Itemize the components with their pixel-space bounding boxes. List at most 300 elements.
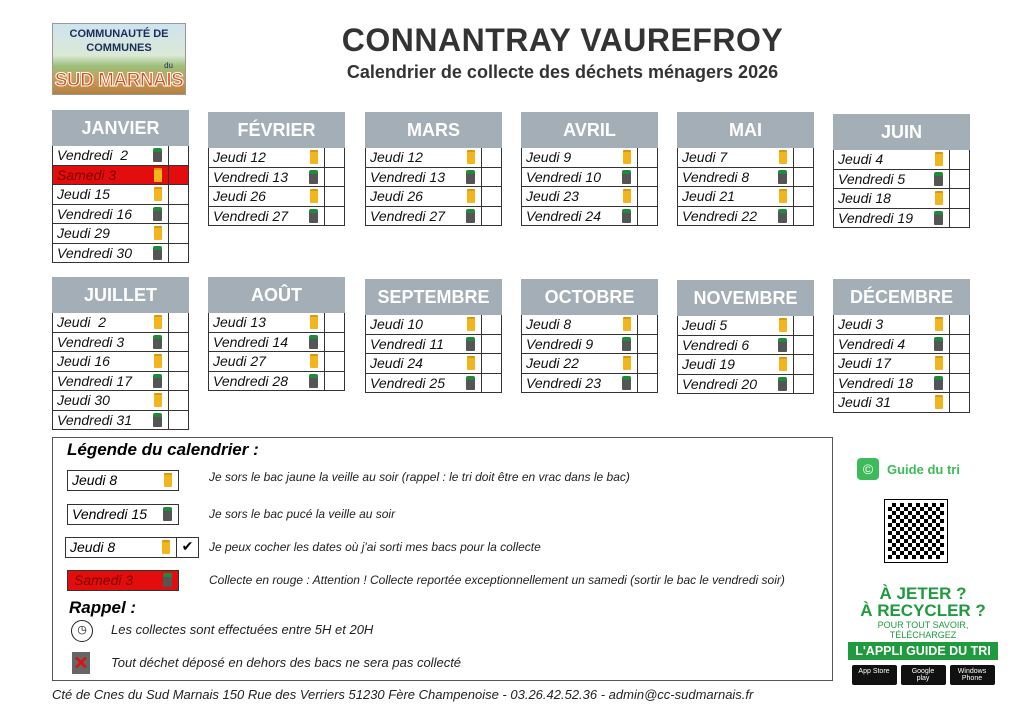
month-août <box>208 277 345 391</box>
checkbox[interactable] <box>949 150 969 169</box>
yellow-bin-icon <box>935 152 943 166</box>
checkbox[interactable] <box>324 187 344 206</box>
month-janvier <box>52 110 189 263</box>
checkbox[interactable] <box>793 168 813 187</box>
collection-date <box>678 316 793 335</box>
collection-row <box>521 187 658 207</box>
green-bin-icon <box>622 209 631 223</box>
collection-row <box>521 374 658 394</box>
month-février <box>208 112 345 226</box>
collection-row <box>521 148 658 168</box>
collection-row <box>208 313 345 333</box>
collection-row <box>52 244 189 264</box>
checkbox[interactable] <box>949 209 969 228</box>
yellow-bin-icon <box>154 226 162 240</box>
green-bin-icon <box>309 335 318 349</box>
green-bin-icon <box>622 376 631 390</box>
green-bin-icon <box>934 172 943 186</box>
collection-row <box>52 185 189 205</box>
month-header: JANVIER <box>52 110 189 146</box>
month-mai <box>677 112 814 226</box>
collection-date <box>522 374 637 393</box>
checkbox[interactable] <box>324 148 344 167</box>
collection-date <box>53 146 168 165</box>
checkbox[interactable] <box>793 375 813 394</box>
date-label: Jeudi 8 <box>526 316 572 332</box>
green-bin-icon <box>778 377 787 391</box>
rappel-text: Les collectes sont effectuées entre 5H et 20H <box>111 622 374 637</box>
green-bin-icon <box>153 246 162 260</box>
date-label: Jeudi 30 <box>57 392 110 408</box>
checkbox[interactable] <box>949 354 969 373</box>
month-header: FÉVRIER <box>208 112 345 148</box>
guide-label: Guide du tri <box>887 461 960 477</box>
yellow-bin-icon <box>467 150 475 164</box>
month-avril <box>521 112 658 226</box>
collection-date <box>522 335 637 354</box>
collection-row <box>677 207 814 227</box>
collection-date <box>522 187 637 206</box>
month-header: MARS <box>365 112 502 148</box>
date-label: Jeudi 12 <box>213 149 266 165</box>
date-label: Vendredi 23 <box>526 374 601 391</box>
date-label: Vendredi 16 <box>57 205 132 222</box>
collection-date <box>53 411 168 430</box>
collection-row <box>208 148 345 168</box>
legend-box-red <box>67 570 179 591</box>
date-label: Jeudi 31 <box>838 394 891 410</box>
date-label: Jeudi 12 <box>370 149 423 165</box>
date-label: Vendredi 20 <box>682 375 757 392</box>
checkbox[interactable] <box>793 207 813 226</box>
date-label: Jeudi 22 <box>526 355 579 371</box>
collection-date <box>834 335 949 354</box>
yellow-bin-icon <box>310 189 318 203</box>
date-label: Jeudi 27 <box>213 353 266 369</box>
yellow-bin-icon <box>779 357 787 371</box>
date-label: Jeudi 18 <box>838 190 891 206</box>
checkbox[interactable] <box>324 333 344 352</box>
yellow-bin-icon <box>467 356 475 370</box>
collection-date <box>834 209 949 228</box>
green-bin-icon <box>778 338 787 352</box>
collection-row <box>52 224 189 244</box>
collection-date <box>834 393 949 412</box>
date-label: Jeudi 5 <box>682 317 728 333</box>
collection-date <box>53 333 168 352</box>
footer: Cté de Cnes du Sud Marnais 150 Rue des Verriers 51230 Fère Champenoise - 03.26.42.52.36 - admin@cc-sudmarnais.fr <box>52 687 754 702</box>
date-label: Jeudi 24 <box>370 355 423 371</box>
collection-row <box>52 352 189 372</box>
collection-row <box>833 170 970 190</box>
checkbox[interactable] <box>481 315 501 334</box>
yellow-bin-icon <box>467 189 475 203</box>
logo-du: du <box>164 61 173 70</box>
date-label: Vendredi 18 <box>838 374 913 391</box>
checkbox[interactable] <box>324 372 344 391</box>
yellow-bin-icon <box>310 150 318 164</box>
google-play-badge[interactable]: Google play <box>901 665 946 685</box>
checkbox[interactable] <box>168 224 188 243</box>
collection-row <box>208 372 345 392</box>
yellow-bin-icon <box>935 395 943 409</box>
rappel-text: Tout déchet déposé en dehors des bacs ne sera pas collecté <box>111 655 462 670</box>
checkbox[interactable] <box>637 354 657 373</box>
checkbox[interactable] <box>324 207 344 226</box>
green-bin-icon <box>309 374 318 388</box>
collection-row <box>833 150 970 170</box>
month-header: AOÛT <box>208 277 345 313</box>
green-bin-icon <box>466 170 475 184</box>
green-bin-icon <box>466 337 475 351</box>
yellow-bin-icon <box>310 315 318 329</box>
date-label: Jeudi 19 <box>682 356 735 372</box>
collection-date <box>209 187 324 206</box>
collection-date <box>366 207 481 226</box>
month-novembre <box>677 280 814 394</box>
date-label: Jeudi 23 <box>526 188 579 204</box>
collection-row <box>208 187 345 207</box>
checkbox[interactable] <box>168 333 188 352</box>
date-label: Vendredi 9 <box>526 335 594 352</box>
yellow-bin-icon <box>154 315 162 329</box>
month-décembre <box>833 279 970 413</box>
collection-row <box>833 393 970 413</box>
collection-row <box>521 207 658 227</box>
date-label: Vendredi 27 <box>213 207 288 224</box>
checkbox[interactable] <box>324 313 344 332</box>
collection-row <box>833 315 970 335</box>
green-bin-icon <box>622 170 631 184</box>
collection-row <box>677 375 814 395</box>
yellow-bin-icon <box>623 150 631 164</box>
collection-row <box>365 374 502 394</box>
logo-line2: COMMUNES <box>86 42 152 54</box>
checkbox[interactable] <box>168 244 188 263</box>
legend-box-label: Vendredi 15 <box>72 506 147 522</box>
collection-row <box>833 209 970 229</box>
checkbox[interactable] <box>168 166 188 185</box>
yellow-bin-icon <box>162 540 170 554</box>
green-bin-icon <box>778 170 787 184</box>
yellow-bin-icon <box>779 318 787 332</box>
checkbox[interactable] <box>637 374 657 393</box>
date-label: Vendredi 19 <box>838 209 913 226</box>
no-dumping-icon: ✕ <box>73 653 89 673</box>
date-label: Jeudi 2 <box>57 314 107 330</box>
date-label: Vendredi 25 <box>370 374 445 391</box>
date-label: Vendredi 11 <box>370 335 444 352</box>
checkbox[interactable] <box>637 148 657 167</box>
collection-row <box>833 189 970 209</box>
month-header: MAI <box>677 112 814 148</box>
windows-phone-badge[interactable]: Windows Phone <box>950 665 995 685</box>
checkbox[interactable] <box>168 205 188 224</box>
yellow-bin-icon <box>623 317 631 331</box>
date-label: Vendredi 28 <box>213 372 288 389</box>
collection-date <box>522 315 637 334</box>
collection-date <box>53 185 168 204</box>
checkbox[interactable] <box>324 168 344 187</box>
collection-row <box>52 372 189 392</box>
green-bin-icon <box>934 376 943 390</box>
collection-date <box>366 335 481 354</box>
date-label: Vendredi 24 <box>526 207 601 224</box>
checkbox[interactable] <box>949 315 969 334</box>
checkbox[interactable] <box>949 189 969 208</box>
yellow-bin-icon <box>154 354 162 368</box>
collection-row <box>677 148 814 168</box>
collection-date <box>834 354 949 373</box>
legend-text: Collecte en rouge : Attention ! Collecte reportée exceptionnellement un samedi (sortir le bac le vendredi soir) <box>209 573 785 587</box>
date-label: Vendredi 2 <box>57 147 129 163</box>
checkbox[interactable] <box>168 411 188 430</box>
date-label: Vendredi 30 <box>57 244 132 261</box>
collection-date <box>209 352 324 371</box>
checkbox[interactable] <box>793 148 813 167</box>
checkbox[interactable] <box>637 335 657 354</box>
green-bin-icon <box>163 573 172 587</box>
green-bin-icon <box>153 374 162 388</box>
collection-date <box>678 336 793 355</box>
qr-code[interactable] <box>885 500 947 562</box>
green-bin-icon <box>466 376 475 390</box>
logo-line1: COMMUNAUTÉ DE <box>69 28 169 40</box>
checkbox[interactable] <box>168 352 188 371</box>
yellow-bin-icon <box>310 354 318 368</box>
date-label: Jeudi 4 <box>838 151 884 167</box>
green-bin-icon <box>934 337 943 351</box>
date-label: Vendredi 3 <box>57 333 125 350</box>
collection-row <box>52 205 189 225</box>
month-header: NOVEMBRE <box>677 280 814 316</box>
collection-date <box>834 189 949 208</box>
date-label: Jeudi 29 <box>57 225 110 241</box>
date-label: Jeudi 3 <box>838 316 884 332</box>
collection-date <box>366 374 481 393</box>
legend-title: Légende du calendrier : <box>67 440 259 459</box>
collection-row <box>521 168 658 188</box>
collection-date <box>678 187 793 206</box>
date-label: Vendredi 8 <box>682 168 750 185</box>
page-title: CONNANTRAY VAUREFROY <box>341 22 784 58</box>
collection-row <box>833 374 970 394</box>
collection-date <box>366 148 481 167</box>
checkbox[interactable] <box>949 374 969 393</box>
collection-row <box>677 187 814 207</box>
collection-date <box>678 355 793 374</box>
checkbox[interactable] <box>481 148 501 167</box>
month-mars <box>365 112 502 226</box>
collection-row <box>365 354 502 374</box>
month-octobre <box>521 279 658 393</box>
guide-du-tri[interactable] <box>857 458 960 480</box>
green-bin-icon <box>153 413 162 427</box>
checkbox[interactable] <box>481 335 501 354</box>
green-bin-icon <box>309 170 318 184</box>
collection-row <box>521 335 658 355</box>
yellow-bin-icon <box>164 473 172 487</box>
collection-date <box>53 391 168 410</box>
checkbox[interactable] <box>481 187 501 206</box>
month-juillet <box>52 277 189 430</box>
date-label: Jeudi 26 <box>213 188 266 204</box>
checkbox[interactable] <box>949 393 969 412</box>
collection-row <box>208 168 345 188</box>
date-label: Vendredi 6 <box>682 336 750 353</box>
collection-date <box>834 374 949 393</box>
date-label: Jeudi 26 <box>370 188 423 204</box>
green-bin-icon <box>309 209 318 223</box>
green-bin-icon <box>153 148 162 162</box>
date-label: Jeudi 17 <box>838 355 891 371</box>
date-label: Vendredi 14 <box>213 333 288 350</box>
date-label: Vendredi 13 <box>370 168 445 185</box>
green-bin-icon <box>934 211 943 225</box>
date-label: Vendredi 31 <box>57 411 132 428</box>
date-label: Vendredi 17 <box>57 372 132 389</box>
legend-box-label: Jeudi 8 <box>72 472 118 488</box>
date-label: Vendredi 27 <box>370 207 445 224</box>
legend-box-yellow <box>67 470 179 491</box>
collection-row <box>208 352 345 372</box>
promo-line2: À RECYCLER ? <box>860 601 986 620</box>
collection-date <box>366 315 481 334</box>
legend <box>52 437 833 681</box>
collection-row <box>677 168 814 188</box>
app-store-badge[interactable]: App Store <box>852 665 897 685</box>
green-bin-icon <box>153 335 162 349</box>
check-icon[interactable]: ✔ <box>176 537 198 558</box>
collection-date <box>678 148 793 167</box>
yellow-bin-icon <box>779 189 787 203</box>
checkbox[interactable] <box>481 354 501 373</box>
collection-row <box>677 355 814 375</box>
collection-row <box>52 411 189 431</box>
checkbox[interactable] <box>168 391 188 410</box>
date-label: Jeudi 9 <box>526 149 572 165</box>
legend-box-label: Samedi 3 <box>74 572 134 588</box>
checkbox[interactable] <box>168 185 188 204</box>
checkbox[interactable] <box>637 315 657 334</box>
date-label: Jeudi 15 <box>57 186 110 202</box>
month-header: SEPTEMBRE <box>365 279 502 315</box>
collection-row <box>365 187 502 207</box>
checkbox[interactable] <box>168 146 188 165</box>
checkbox[interactable] <box>168 313 188 332</box>
date-label: Vendredi 13 <box>213 168 288 185</box>
collection-date <box>209 333 324 352</box>
date-label: Jeudi 13 <box>213 314 266 330</box>
green-bin-icon <box>466 209 475 223</box>
checkbox[interactable] <box>637 187 657 206</box>
collection-row <box>677 316 814 336</box>
green-bin-icon <box>622 337 631 351</box>
collection-row <box>208 207 345 227</box>
month-header: DÉCEMBRE <box>833 279 970 315</box>
month-header: OCTOBRE <box>521 279 658 315</box>
collection-date <box>678 168 793 187</box>
checkbox[interactable] <box>481 374 501 393</box>
checkbox[interactable] <box>168 372 188 391</box>
green-bin-icon <box>153 207 162 221</box>
collection-date <box>834 150 949 169</box>
month-juin <box>833 114 970 228</box>
collection-row <box>52 391 189 411</box>
yellow-bin-icon <box>467 317 475 331</box>
yellow-bin-icon <box>154 187 162 201</box>
yellow-bin-icon <box>623 189 631 203</box>
legend-box-green <box>67 504 179 525</box>
collection-date <box>678 375 793 394</box>
date-label: Vendredi 4 <box>838 335 906 352</box>
collection-date <box>366 354 481 373</box>
guide-logo-icon: © <box>857 458 879 480</box>
yellow-bin-icon <box>623 356 631 370</box>
collection-row <box>833 335 970 355</box>
collection-date <box>522 148 637 167</box>
collection-date <box>209 168 324 187</box>
collection-date <box>53 352 168 371</box>
collection-date <box>209 207 324 226</box>
collection-date <box>522 354 637 373</box>
yellow-bin-icon <box>935 356 943 370</box>
collection-date <box>53 313 168 332</box>
collection-row <box>52 166 189 186</box>
checkbox[interactable] <box>481 168 501 187</box>
rappel-title: Rappel : <box>69 598 137 617</box>
legend-text: Je sors le bac jaune la veille au soir (rappel : le tri doit être en vrac dans le bac) <box>209 470 630 484</box>
checkbox[interactable] <box>481 207 501 226</box>
green-bin-icon <box>163 507 172 521</box>
collection-date <box>209 148 324 167</box>
collection-row <box>521 315 658 335</box>
collection-date <box>53 244 168 263</box>
collection-date <box>366 187 481 206</box>
collection-date <box>678 207 793 226</box>
collection-row <box>521 354 658 374</box>
legend-box-label: Jeudi 8 <box>70 539 116 555</box>
collection-date <box>366 168 481 187</box>
checkbox[interactable] <box>793 316 813 335</box>
date-label: Jeudi 10 <box>370 316 423 332</box>
clock-icon: ◷ <box>71 620 93 642</box>
date-label: Jeudi 16 <box>57 353 110 369</box>
checkbox[interactable] <box>637 207 657 226</box>
legend-box-check <box>65 537 199 558</box>
collection-date <box>53 166 168 185</box>
yellow-bin-icon <box>154 168 162 182</box>
checkbox[interactable] <box>637 168 657 187</box>
month-header: JUILLET <box>52 277 189 313</box>
checkbox[interactable] <box>793 336 813 355</box>
checkbox[interactable] <box>793 187 813 206</box>
checkbox[interactable] <box>793 355 813 374</box>
collection-date <box>522 207 637 226</box>
promo-line3: POUR TOUT SAVOIR, TÉLÉCHARGEZ <box>877 620 969 640</box>
collection-date <box>53 372 168 391</box>
yellow-bin-icon <box>779 150 787 164</box>
collection-date <box>53 205 168 224</box>
legend-text: Je sors le bac pucé la veille au soir <box>209 507 396 521</box>
month-septembre <box>365 279 502 393</box>
checkbox[interactable] <box>949 170 969 189</box>
collection-row <box>365 335 502 355</box>
promo-line1: À JETER ? <box>879 584 967 603</box>
checkbox[interactable] <box>324 352 344 371</box>
checkbox[interactable] <box>949 335 969 354</box>
collection-date <box>209 313 324 332</box>
